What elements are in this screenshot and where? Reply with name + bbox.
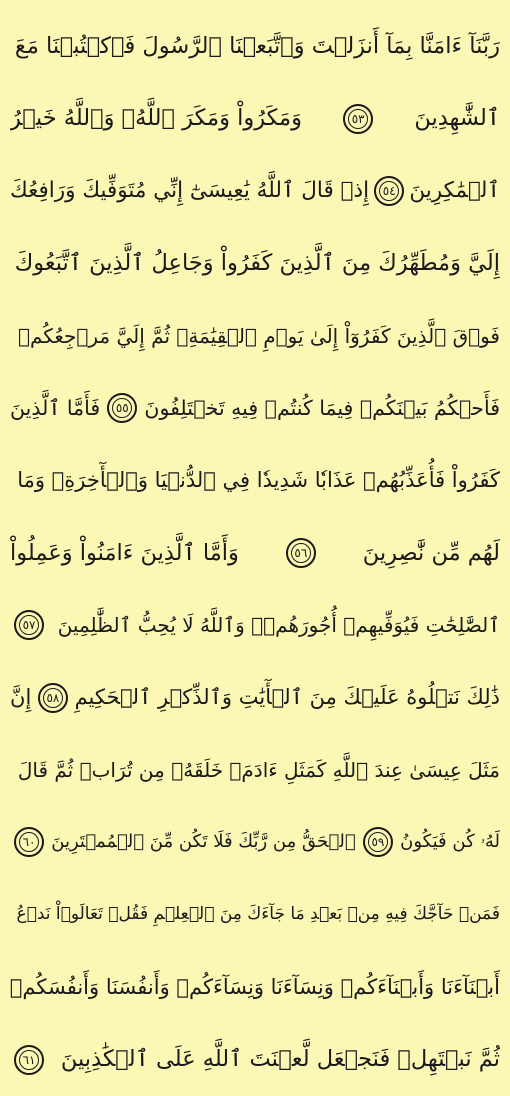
ayah-number-marker: ٥٦: [286, 538, 316, 568]
ayah-number-marker: ٥٨: [38, 683, 68, 713]
text-line: [10, 155, 500, 227]
text-line: [10, 734, 500, 806]
verse-text: ذَٰلِكَ نَتۡلُوهُ عَلَيۡكَ مِنَ ٱلۡأٓيَٰتِ وَٱلذِّكۡرِ ٱلۡحَكِيمِ: [74, 685, 500, 710]
verse-text: ٱلصَّٰلِحَٰتِ فَيُوَفِّيهِمۡ أُجُورَهُمۡۗ وَٱللَّهُ لَا يُحِبُّ ٱلظَّٰلِمِينَ: [57, 613, 500, 638]
verse-text: فَمَنۡ حَآجَّكَ فِيهِ مِنۢ بَعۡدِ مَا جَآءَكَ مِنَ ٱلۡعِلۡمِ فَقُلۡ تَعَالَوۡاْ نَدۡعُ: [16, 904, 500, 925]
text-line: [10, 227, 500, 299]
verse-text: مَثَلَ عِيسَىٰ عِندَ ٱللَّهِ كَمَثَلِ ءَادَمَۖ خَلَقَهُۥ مِن تُرَابٖ ثُمَّ قَالَ: [17, 758, 500, 783]
text-line: [10, 10, 500, 82]
text-line: [10, 662, 500, 734]
verse-text: إِنَّ: [10, 685, 32, 710]
verse-text: ثُمَّ نَبۡتَهِلۡ فَنَجۡعَل لَّعۡنَتَ ٱللَّهِ عَلَى ٱلۡكَٰذِبِينَ: [60, 1046, 500, 1073]
verse-text: لَهُۥ كُن فَيَكُونُ: [400, 831, 500, 853]
verse-text: فَأَمَّا ٱلَّذِينَ: [10, 395, 101, 420]
verse-text: رَبَّنَآ ءَامَنَّا بِمَآ أَنزَلۡتَ وَٱتَّبَعۡنَا ٱلرَّسُولَ فَٱكۡتُبۡنَا مَعَ: [14, 32, 500, 59]
ayah-number-marker: ٥٤: [374, 176, 404, 206]
ayah-number-marker: ٥٩: [363, 827, 393, 857]
ayah-number-marker: ٦١: [14, 1045, 44, 1075]
verse-text: أَبۡنَآءَنَا وَأَبۡنَآءَكُمۡ وَنِسَآءَنَا وَنِسَآءَكُمۡ وَأَنفُسَنَا وَأَنفُسَكُمۡ: [10, 974, 500, 999]
text-line: [10, 951, 500, 1023]
verse-text: وَمَكَرُواْ وَمَكَرَ ٱللَّهُۖ وَٱللَّهُ خَيۡرُ: [10, 105, 302, 132]
verse-text: إِلَيَّ وَمُطَهِّرُكَ مِنَ ٱلَّذِينَ كَفَرُواْ وَجَاعِلُ ٱلَّذِينَ ٱتَّبَعُوكَ: [14, 250, 500, 277]
verse-text: ٱلۡحَقُّ مِن رَّبِّكَ فَلَا تَكُن مِّنَ ٱلۡمُمۡتَرِينَ: [51, 831, 356, 853]
verse-text: لَهُم مِّن نَّٰصِرِينَ: [362, 539, 500, 566]
text-line: [10, 82, 500, 154]
ayah-number-marker: ٥٥: [107, 393, 137, 423]
text-line: [10, 444, 500, 516]
text-line: [10, 1023, 500, 1095]
verse-text: فَوۡقَ ٱلَّذِينَ كَفَرُوٓاْ إِلَىٰ يَوۡمِ ٱلۡقِيَٰمَةِۖ ثُمَّ إِلَيَّ مَرۡجِعُكُمۡ: [17, 323, 500, 348]
text-line: [10, 879, 500, 951]
text-line: [10, 806, 500, 878]
text-line: [10, 372, 500, 444]
verse-text: وَأَمَّا ٱلَّذِينَ ءَامَنُواْ وَعَمِلُواْ: [10, 539, 239, 566]
text-line: [10, 517, 500, 589]
text-line: [10, 589, 500, 661]
verse-text: كَفَرُواْ فَأُعَذِّبُهُمۡ عَذَابٗا شَدِيدٗا فِي ٱلدُّنۡيَا وَٱلۡأٓخِرَةِۖ وَمَا: [17, 468, 500, 493]
ayah-number-marker: ٦٠: [14, 827, 44, 857]
verse-text: ٱلۡمَٰكِرِينَ: [409, 178, 500, 204]
text-line: [10, 300, 500, 372]
ayah-number-marker: ٥٧: [14, 610, 44, 640]
verse-text: ٱلشَّٰهِدِينَ: [414, 105, 500, 132]
verse-text: فَأَحۡكُمُ بَيۡنَكُمۡ فِيمَا كُنتُمۡ فِيهِ تَخۡتَلِفُونَ: [144, 395, 500, 420]
ayah-number-marker: ٥٣: [343, 104, 373, 134]
verse-text: إِذۡ قَالَ ٱللَّهُ يَٰعِيسَىٰٓ إِنِّي مُتَوَفِّيكَ وَرَافِعُكَ: [10, 178, 370, 204]
